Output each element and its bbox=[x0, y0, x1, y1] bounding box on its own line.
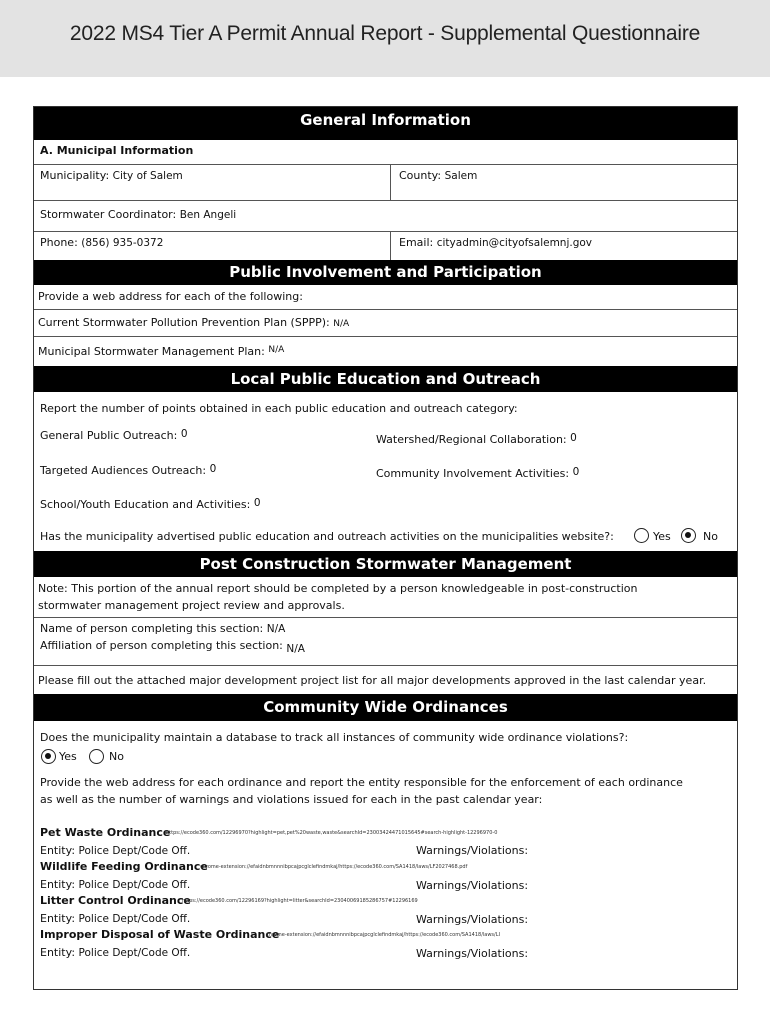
coordinator-value: Ben Angeli bbox=[179, 209, 237, 221]
divider bbox=[34, 336, 737, 337]
divider bbox=[34, 164, 737, 165]
section-header-post-construction: Post Construction Stormwater Management bbox=[34, 551, 737, 577]
general-outreach-value: 0 bbox=[180, 428, 188, 440]
ordinance-name: Wildlife Feeding Ordinance bbox=[40, 860, 208, 873]
ordinance-entity[interactable] bbox=[40, 844, 190, 857]
person-name-label: Name of person completing this section: bbox=[40, 622, 264, 635]
ordinance-entity[interactable] bbox=[40, 946, 190, 959]
community-involvement-value: 0 bbox=[572, 466, 580, 478]
database-no-radio[interactable] bbox=[89, 749, 104, 764]
email-label: Email: bbox=[399, 236, 434, 249]
msmp-field[interactable] bbox=[38, 345, 284, 358]
msmp-value: N/A bbox=[268, 345, 285, 355]
advertised-question: Has the municipality advertised public education and outreach activities on the municipalities website?: bbox=[40, 530, 614, 543]
school-youth-label: School/Youth Education and Activities: bbox=[40, 498, 251, 511]
coordinator-field[interactable] bbox=[40, 208, 236, 221]
county-label: County: bbox=[399, 169, 442, 182]
phone-value: (856) 935-0372 bbox=[81, 237, 164, 249]
entity-value: Police Dept/Code Off. bbox=[78, 947, 191, 959]
divider bbox=[34, 665, 737, 666]
general-outreach-label: General Public Outreach: bbox=[40, 429, 178, 442]
warnings-violations-field[interactable]: Warnings/Violations: bbox=[416, 947, 529, 960]
watershed-label: Watershed/Regional Collaboration: bbox=[376, 433, 567, 446]
page-title: 2022 MS4 Tier A Permit Annual Report - Supplemental Questionnaire bbox=[69, 22, 701, 45]
school-youth-value: 0 bbox=[253, 497, 261, 509]
coordinator-label: Stormwater Coordinator: bbox=[40, 208, 177, 221]
email-field[interactable] bbox=[399, 236, 592, 249]
municipality-field[interactable] bbox=[40, 169, 183, 182]
person-name-field[interactable] bbox=[40, 622, 285, 635]
database-yes-radio[interactable] bbox=[41, 749, 56, 764]
general-outreach-field[interactable] bbox=[40, 429, 188, 442]
warnings-violations-field[interactable]: Warnings/Violations: bbox=[416, 844, 529, 857]
ordinance-entity[interactable] bbox=[40, 912, 190, 925]
watershed-value: 0 bbox=[570, 432, 577, 444]
section-header-education: Local Public Education and Outreach bbox=[34, 366, 737, 392]
ordinance-name: Pet Waste Ordinance bbox=[40, 826, 171, 839]
advertised-yes-label: Yes bbox=[653, 530, 671, 543]
entity-label: Entity: bbox=[40, 946, 76, 959]
targeted-outreach-label: Targeted Audiences Outreach: bbox=[40, 464, 207, 477]
community-involvement-field[interactable] bbox=[376, 467, 579, 480]
county-value: Salem bbox=[444, 170, 478, 182]
section-header-public-involvement: Public Involvement and Participation bbox=[34, 260, 737, 285]
ordinance-entity[interactable] bbox=[40, 878, 190, 891]
provide-instruction-line1: Provide the web address for each ordinance and report the entity responsible for the enforcement of each ordinance bbox=[40, 776, 683, 789]
provide-instruction-line2: as well as the number of warnings and violations issued for each in the past calendar year: bbox=[40, 793, 543, 806]
divider bbox=[34, 231, 737, 232]
warnings-violations-field[interactable]: Warnings/Violations: bbox=[416, 913, 529, 926]
targeted-outreach-field[interactable] bbox=[40, 464, 216, 477]
ordinance-url[interactable]: chrome-extension://efaidnbmnnnibpcajpcglclefindmkaj/https://ecode360.com/SA1418/laws/LF2027468.pdf bbox=[200, 864, 468, 870]
web-address-intro: Provide a web address for each of the following: bbox=[38, 290, 303, 303]
ordinance-url[interactable]: https://ecode360.com/12296970?highlight=pet,pet%20waste,waste&searchId=23003424471015645#search-highlight-12296970-0 bbox=[166, 830, 498, 836]
title-bar bbox=[0, 0, 770, 77]
municipality-label: Municipality: bbox=[40, 169, 110, 182]
municipality-value: City of Salem bbox=[112, 170, 183, 182]
advertised-no-radio[interactable] bbox=[681, 528, 696, 543]
sppp-label: Current Stormwater Pollution Prevention Plan (SPPP): bbox=[38, 316, 330, 329]
entity-value: Police Dept/Code Off. bbox=[78, 913, 191, 925]
affiliation-label: Affiliation of person completing this section: bbox=[40, 639, 283, 652]
post-note-line2: stormwater management project review and approvals. bbox=[38, 599, 345, 612]
education-intro: Report the number of points obtained in each public education and outreach category: bbox=[40, 402, 518, 415]
entity-value: Police Dept/Code Off. bbox=[78, 845, 191, 857]
divider bbox=[34, 617, 737, 618]
warnings-violations-field[interactable]: Warnings/Violations: bbox=[416, 879, 529, 892]
entity-label: Entity: bbox=[40, 878, 76, 891]
targeted-outreach-value: 0 bbox=[209, 463, 217, 475]
advertised-no-label: No bbox=[703, 530, 718, 543]
major-development-instruction: Please fill out the attached major development project list for all major developments approved in the last calendar year. bbox=[38, 674, 707, 687]
county-field[interactable] bbox=[399, 169, 477, 182]
divider bbox=[390, 164, 391, 200]
affiliation-field[interactable] bbox=[40, 639, 305, 655]
database-no-label: No bbox=[109, 750, 124, 763]
entity-label: Entity: bbox=[40, 844, 76, 857]
sppp-field[interactable] bbox=[38, 316, 349, 329]
sppp-value: N/A bbox=[333, 319, 350, 329]
post-note-line1: Note: This portion of the annual report should be completed by a person knowledgeable in post-construction bbox=[38, 582, 638, 595]
msmp-label: Municipal Stormwater Management Plan: bbox=[38, 345, 265, 358]
divider bbox=[34, 200, 737, 201]
section-header-ordinances: Community Wide Ordinances bbox=[34, 694, 737, 721]
advertised-yes-radio[interactable] bbox=[634, 528, 649, 543]
ordinance-name: Litter Control Ordinance bbox=[40, 894, 191, 907]
database-question: Does the municipality maintain a database to track all instances of community wide ordinance violations?: bbox=[40, 731, 629, 744]
person-name-value: N/A bbox=[266, 623, 286, 635]
subsection-municipal-info: A. Municipal Information bbox=[40, 144, 194, 157]
divider bbox=[390, 231, 391, 260]
ordinance-url[interactable]: https://ecode360.com/12296169?highlight=litter&searchId=23040069185286757#12296169 bbox=[182, 898, 418, 904]
email-value: cityadmin@cityofsalemnj.gov bbox=[436, 237, 593, 249]
entity-value: Police Dept/Code Off. bbox=[78, 879, 191, 891]
ordinance-url[interactable]: chrome-extension://efaidnbmnnnibpcajpcglclefindmkaj/https://ecode360.com/SA1418/laws/LI bbox=[266, 932, 500, 938]
affiliation-value: N/A bbox=[286, 643, 305, 655]
phone-field[interactable] bbox=[40, 236, 163, 249]
database-yes-label: Yes bbox=[59, 750, 77, 763]
questionnaire-form bbox=[33, 106, 738, 990]
watershed-field[interactable] bbox=[376, 433, 577, 446]
phone-label: Phone: bbox=[40, 236, 78, 249]
entity-label: Entity: bbox=[40, 912, 76, 925]
school-youth-field[interactable] bbox=[40, 498, 261, 511]
community-involvement-label: Community Involvement Activities: bbox=[376, 467, 570, 480]
ordinance-name: Improper Disposal of Waste Ordinance bbox=[40, 928, 280, 941]
section-header-general: General Information bbox=[34, 107, 737, 140]
divider bbox=[34, 309, 737, 310]
